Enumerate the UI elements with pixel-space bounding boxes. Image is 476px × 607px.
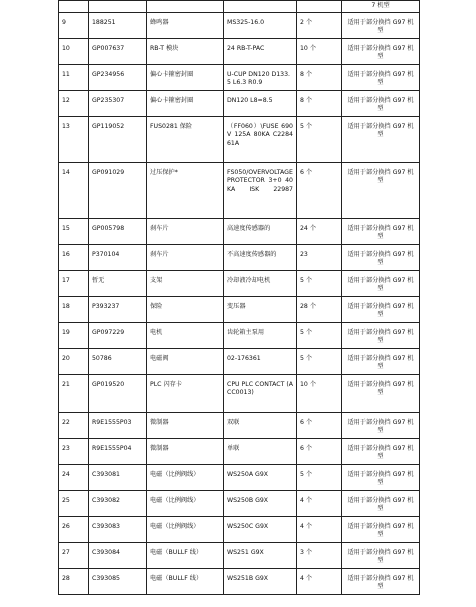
- note-cell: 适用于部分换挡 G97 机型: [342, 244, 420, 270]
- row-index-cell: 18: [59, 296, 89, 322]
- row-index-cell: 24: [59, 464, 89, 490]
- note-cell: 适用于部分换挡 G97 机型: [342, 412, 420, 438]
- part-name-cell: 电磁（比例阀线）: [147, 464, 224, 490]
- table-row: [59, 438, 420, 464]
- part-code-cell: GP091029: [89, 162, 147, 218]
- note-cell: 适用于部分换挡 G97 机型: [342, 296, 420, 322]
- quantity-cell: 10 个: [297, 38, 342, 64]
- part-name-cell: 电机: [147, 322, 224, 348]
- part-code-cell: 188251: [89, 12, 147, 38]
- row-index-cell: 9: [59, 12, 89, 38]
- spec-cell: 02-176361: [224, 348, 297, 374]
- quantity-cell: 3 个: [297, 542, 342, 568]
- quantity-cell: 24 个: [297, 218, 342, 244]
- quantity-cell: [297, 1, 342, 13]
- part-code-cell: R9E1555P04: [89, 438, 147, 464]
- note-cell: 适用于部分换挡 G97 机型: [342, 218, 420, 244]
- row-index-cell: 11: [59, 64, 89, 90]
- quantity-cell: 4 个: [297, 490, 342, 516]
- table-row: [59, 516, 420, 542]
- parts-table-body: [59, 1, 420, 595]
- table-row: [59, 296, 420, 322]
- note-cell: 适用于部分换挡 G97 机型: [342, 374, 420, 412]
- row-index-cell: 25: [59, 490, 89, 516]
- part-name-cell: 刹车片: [147, 244, 224, 270]
- note-cell: 适用于部分换挡 G97 机型: [342, 568, 420, 594]
- row-index-cell: 19: [59, 322, 89, 348]
- spec-cell: （FF060）\FUSE 690V 125A 80KA C228461A: [224, 116, 297, 162]
- table-row: [59, 412, 420, 438]
- part-name-cell: 偏心卡箍密封圈: [147, 64, 224, 90]
- table-row: [59, 270, 420, 296]
- part-code-cell: [89, 1, 147, 13]
- part-name-cell: 电磁阀: [147, 348, 224, 374]
- spec-cell: 冷却液冷却电机: [224, 270, 297, 296]
- part-name-cell: 蜂鸣器: [147, 12, 224, 38]
- part-name-cell: 过压保护*: [147, 162, 224, 218]
- part-code-cell: C393082: [89, 490, 147, 516]
- part-name-cell: 支架: [147, 270, 224, 296]
- part-name-cell: FUS0281 保险: [147, 116, 224, 162]
- note-cell: 适用于部分换挡 G97 机型: [342, 162, 420, 218]
- table-row: [59, 38, 420, 64]
- part-name-cell: RB-T 模块: [147, 38, 224, 64]
- note-cell: 适用于部分换挡 G97 机型: [342, 12, 420, 38]
- table-row: [59, 244, 420, 270]
- spec-cell: WS250C G9X: [224, 516, 297, 542]
- note-cell: 适用于部分换挡 G97 机型: [342, 516, 420, 542]
- table-row: [59, 218, 420, 244]
- quantity-cell: 6 个: [297, 162, 342, 218]
- row-index-cell: 15: [59, 218, 89, 244]
- spec-cell: WS250A G9X: [224, 464, 297, 490]
- parts-table: [58, 0, 420, 595]
- row-index-cell: 20: [59, 348, 89, 374]
- note-cell: 适用于部分换挡 G97 机型: [342, 38, 420, 64]
- row-index-cell: 13: [59, 116, 89, 162]
- table-row: [59, 162, 420, 218]
- part-code-cell: C393085: [89, 568, 147, 594]
- spec-cell: MS325-16.0: [224, 12, 297, 38]
- spec-cell: FS050/OVERVOLTAGE PROTECTOR 3+0 40KA ISK 22987: [224, 162, 297, 218]
- spec-cell: 齿轮箱主泵用: [224, 322, 297, 348]
- quantity-cell: 2 个: [297, 12, 342, 38]
- spec-cell: WS251 G9X: [224, 542, 297, 568]
- part-name-cell: 电磁（BULLF 线）: [147, 568, 224, 594]
- spec-cell: 24 RB-T-PAC: [224, 38, 297, 64]
- part-code-cell: GP097229: [89, 322, 147, 348]
- part-code-cell: C393083: [89, 516, 147, 542]
- table-row: [59, 322, 420, 348]
- table-row: [59, 464, 420, 490]
- note-cell: 适用于部分换挡 G97 机型: [342, 490, 420, 516]
- part-name-cell: 保险: [147, 296, 224, 322]
- table-row: [59, 90, 420, 116]
- row-index-cell: 26: [59, 516, 89, 542]
- spec-cell: 单联: [224, 438, 297, 464]
- quantity-cell: 5 个: [297, 464, 342, 490]
- spec-cell: CPU PLC CONTACT (ACC0013): [224, 374, 297, 412]
- row-index-cell: 10: [59, 38, 89, 64]
- part-name-cell: 刹车片: [147, 218, 224, 244]
- table-row: [59, 1, 420, 13]
- note-cell: 适用于部分换挡 G97 机型: [342, 270, 420, 296]
- table-row: [59, 64, 420, 90]
- part-name-cell: [147, 1, 224, 13]
- quantity-cell: 5 个: [297, 348, 342, 374]
- spec-cell: DN120 L8=8.5: [224, 90, 297, 116]
- spec-cell: [224, 1, 297, 13]
- row-index-cell: 22: [59, 412, 89, 438]
- note-cell: 适用于部分换挡 G97 机型: [342, 542, 420, 568]
- part-code-cell: P393237: [89, 296, 147, 322]
- quantity-cell: 8 个: [297, 64, 342, 90]
- quantity-cell: 4 个: [297, 568, 342, 594]
- table-row: [59, 348, 420, 374]
- part-code-cell: C393081: [89, 464, 147, 490]
- table-row: [59, 490, 420, 516]
- quantity-cell: 6 个: [297, 438, 342, 464]
- quantity-cell: 8 个: [297, 90, 342, 116]
- part-name-cell: 电磁（比例阀线）: [147, 516, 224, 542]
- part-code-cell: 50786: [89, 348, 147, 374]
- part-name-cell: 微制器: [147, 412, 224, 438]
- spec-cell: WS251B G9X: [224, 568, 297, 594]
- part-code-cell: C393084: [89, 542, 147, 568]
- quantity-cell: 5 个: [297, 270, 342, 296]
- table-row: [59, 12, 420, 38]
- spec-cell: 变压器: [224, 296, 297, 322]
- spec-cell: U-CUP DN120 D133.5 L6.3 R0.9: [224, 64, 297, 90]
- note-cell: 适用于部分换挡 G97 机型: [342, 116, 420, 162]
- quantity-cell: 23: [297, 244, 342, 270]
- row-index-cell: [59, 1, 89, 13]
- part-code-cell: GP005798: [89, 218, 147, 244]
- quantity-cell: 5 个: [297, 322, 342, 348]
- part-code-cell: GP234956: [89, 64, 147, 90]
- quantity-cell: 28 个: [297, 296, 342, 322]
- note-cell: 适用于部分换挡 G97 机型: [342, 64, 420, 90]
- part-code-cell: GP019520: [89, 374, 147, 412]
- note-cell: 7 机型: [342, 1, 420, 13]
- part-name-cell: 电磁（比例阀线）: [147, 490, 224, 516]
- part-code-cell: P370104: [89, 244, 147, 270]
- part-code-cell: R9E1555P03: [89, 412, 147, 438]
- part-code-cell: GP007637: [89, 38, 147, 64]
- part-code-cell: GP119052: [89, 116, 147, 162]
- spec-cell: WS250B G9X: [224, 490, 297, 516]
- part-name-cell: 偏心卡箍密封圈: [147, 90, 224, 116]
- part-name-cell: 微制器: [147, 438, 224, 464]
- note-cell: 适用于部分换挡 G97 机型: [342, 438, 420, 464]
- row-index-cell: 28: [59, 568, 89, 594]
- note-cell: 适用于部分换挡 G97 机型: [342, 464, 420, 490]
- spec-cell: 高速度传感器的: [224, 218, 297, 244]
- table-row: [59, 542, 420, 568]
- quantity-cell: 5 个: [297, 116, 342, 162]
- part-name-cell: PLC 闪存卡: [147, 374, 224, 412]
- quantity-cell: 4 个: [297, 516, 342, 542]
- row-index-cell: 12: [59, 90, 89, 116]
- spec-cell: 不高速度传感器的: [224, 244, 297, 270]
- row-index-cell: 27: [59, 542, 89, 568]
- row-index-cell: 16: [59, 244, 89, 270]
- quantity-cell: 10 个: [297, 374, 342, 412]
- part-code-cell: GP235307: [89, 90, 147, 116]
- row-index-cell: 17: [59, 270, 89, 296]
- spec-cell: 双联: [224, 412, 297, 438]
- row-index-cell: 14: [59, 162, 89, 218]
- note-cell: 适用于部分换挡 G97 机型: [342, 90, 420, 116]
- part-code-cell: 暂无: [89, 270, 147, 296]
- quantity-cell: 6 个: [297, 412, 342, 438]
- row-index-cell: 21: [59, 374, 89, 412]
- row-index-cell: 23: [59, 438, 89, 464]
- table-row: [59, 374, 420, 412]
- part-name-cell: 电磁（BULLF 线）: [147, 542, 224, 568]
- note-cell: 适用于部分换挡 G97 机型: [342, 322, 420, 348]
- table-row: [59, 116, 420, 162]
- table-row: [59, 568, 420, 594]
- note-cell: 适用于部分换挡 G97 机型: [342, 348, 420, 374]
